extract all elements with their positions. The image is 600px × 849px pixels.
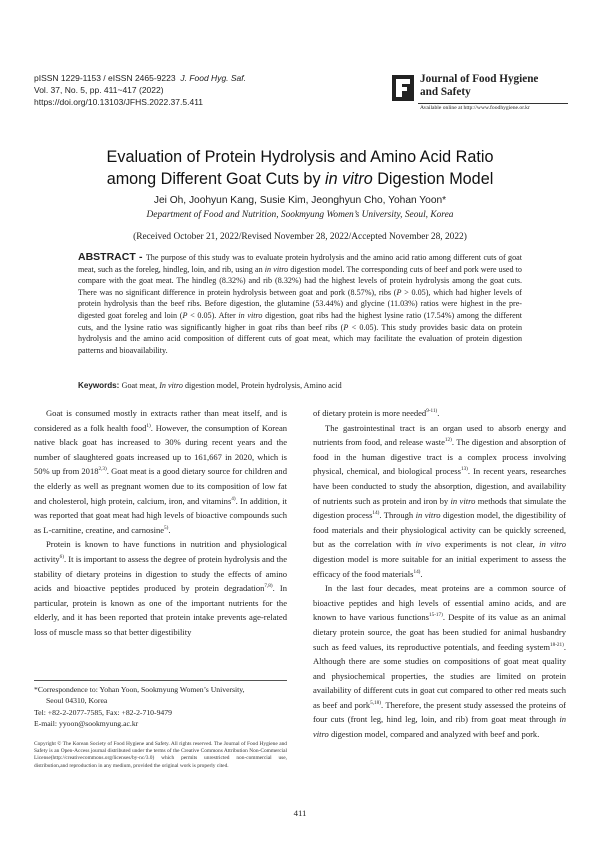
affiliation: Department of Food and Nutrition, Sookmyung Women’s University, Seoul, Korea <box>146 210 454 220</box>
author-list: Jei Oh, Joohyun Kang, Susie Kim, Jeonghyun Cho, Yohan Yoon* <box>153 195 447 206</box>
paragraph: Protein is known to have functions in nutrition and physiological activity$^{6)}$. It is important to assess the degree of protein hydrolysis and the stability of dietary proteins in digestion to study the effects of amino acids and bioactive peptides produced by protein degradation$^{7,8)}$. In particular, protein is known as one of the important nutrients for the elderly, and it has been reported that protein intake prevents age-related loss of muscle mass so that better digestibility <box>34 539 287 637</box>
journal-availability: Available online at http://www.foodhygiene.or.kr <box>420 105 530 111</box>
journal-logo-title: Journal of Food Hygiene and Safety <box>420 73 539 98</box>
body-column-left <box>34 406 287 640</box>
body-column-right <box>313 406 566 742</box>
paragraph: In the last four decades, meat proteins are a common source of bioactive peptides and high levels of essential amino acids, and are known to have various functions$^{15-17)}$. Despite of its value as an animal dietary protein source, the goat has been studied for animal husbandry such as feed values, its reproductive potentials, and feeding system$^{18-21)}$. Although there are some studies on compositions of goat meat quality and physiochemical properties, the studies are limited on protein availability of different cuts in goat cut compared to other red meats such as beef and pork$^{5,18)}$. Therefore, the present study assessed the proteins of four cuts (front leg, hind leg, loin, and rib) from goat meat through in vitro digestion model, compared and analyzed with beef and pork. <box>313 583 566 740</box>
received-dates: (Received October 21, 2022/Revised November 28, 2022/Accepted November 28, 2022) <box>133 232 467 242</box>
journal-logo-icon <box>392 75 414 101</box>
paragraph: Goat is consumed mostly in extracts rather than meat itself, and is considered as a folk health food$^{1)}$. However, the consumption of Korean native black goat has increased to 30% during recent years and the number of slaughtered goats increased up to 161,667 in 2020, which is 50% up from 2018$^{2,3)}$. Goat meat is a good dietary source for children and the elderly as well as pregnant women due to its composition of low fat and cholesterol, high protein, calcium, iron, and vitamins$^{4)}$. In addition, it was reported that goat meat had high levels of bioactive compounds such as L-carnitine, creatine, and carnosine$^{5)}$. <box>34 408 288 535</box>
abstract-label: ABSTRACT - <box>78 251 146 263</box>
correspondence: *Correspondence to: Yohan Yoon, Sookmyung Women’s University, Seoul 04310, Korea Tel: +82-2-2077-7585, Fax: +82-2-710-9479 E-mail: yyoon@sookmyung.ac.kr <box>34 684 287 729</box>
abstract: ABSTRACT - The purpose of this study was to evaluate protein hydrolysis and the amino acid ratio among different cuts of goat meat, such as the foreleg, hindleg, loin, and rib, using an in vitro digestion model. The corresponding cuts of beef and pork were used to compare with the goat meat. The hindleg (8.32%) and rib (8.32%) had the highest levels of protein hydrolysis among the goat cuts. There was no significant difference in protein hydrolysis between goat and pork (8.57%), ribs (P > 0.05), which had higher levels of protein hydrolysis than the beef ribs. Before digestion, the glutamine (53.44%) and glycine (11.03%) ratios were highest in the pre-digested goat foreleg and loin (P < 0.05). After in vitro digestion, goat ribs had the highest lysine ratio (17.54%) among the different cuts, and the lysine ratio was significantly higher in goat ribs than beef ribs (P < 0.05). This study provides basic data on protein hydrolysis and the amino acid composition of different cuts of goat meat, which may facilitate the evaluation of protein digestion patterns and bioavailability. <box>78 251 523 355</box>
keywords-label: Keywords: <box>78 381 122 390</box>
correspondence-email[interactable]: E-mail: yyoon@sookmyung.ac.kr <box>34 718 139 728</box>
doi-link[interactable]: https://doi.org/10.13103/JFHS.2022.37.5.411 <box>34 97 204 107</box>
paragraph: The gastrointestinal tract is an organ used to absorb energy and nutrients from food, and release waste$^{12)}$. The digestion and absorption of food in the human digestive tract is a complex process involving physical, chemical, and biological process$^{13)}$. In recent years, researches have been conducted to study the absorption, digestion, and availability of nutrients such as protein and iron by in vitro methods that simulate the digestion process$^{14)}$. Through in vitro digestion model, the digestibility of food materials and their physiological activity can be quickly screened, but as the correlation with in vivo experiments is not clear, in vitro digestion model is more suitable for an initial experiment to assess the efficacy of the food materials$^{14)}$. <box>313 422 566 579</box>
article-title: Evaluation of Protein Hydrolysis and Amino Acid Ratio among Different Goat Cuts by in vitro Digestion Model <box>106 148 494 188</box>
logo-divider <box>418 103 568 104</box>
volume-line: Vol. 37, No. 5, pp. 411~417 (2022) <box>34 85 164 95</box>
issn-line: pISSN 1229-1153 / eISSN 2465-9223 J. Food Hyg. Saf. <box>34 73 247 83</box>
keywords: Keywords: Goat meat, In vitro digestion model, Protein hydrolysis, Amino acid <box>78 381 342 390</box>
page-number: 411 <box>293 808 307 818</box>
footnote-divider <box>34 680 287 681</box>
journal-header <box>34 72 246 108</box>
paragraph: of dietary protein is more needed$^{9-11)}$. <box>313 408 440 418</box>
copyright-notice: Copyright © The Korean Society of Food Hygiene and Safety. All rights reserved. The Journal of Food Hygiene and Safety is an Open-Access journal distributed under the terms of the Creative Commons Attribution Non-Commercial License(http://creativecommons.org/licenses/by-nc/3.0) which permits unrestricted non-commercial use, distribution,and reproduction in any medium, provided the original work is properly cited. <box>34 741 287 769</box>
